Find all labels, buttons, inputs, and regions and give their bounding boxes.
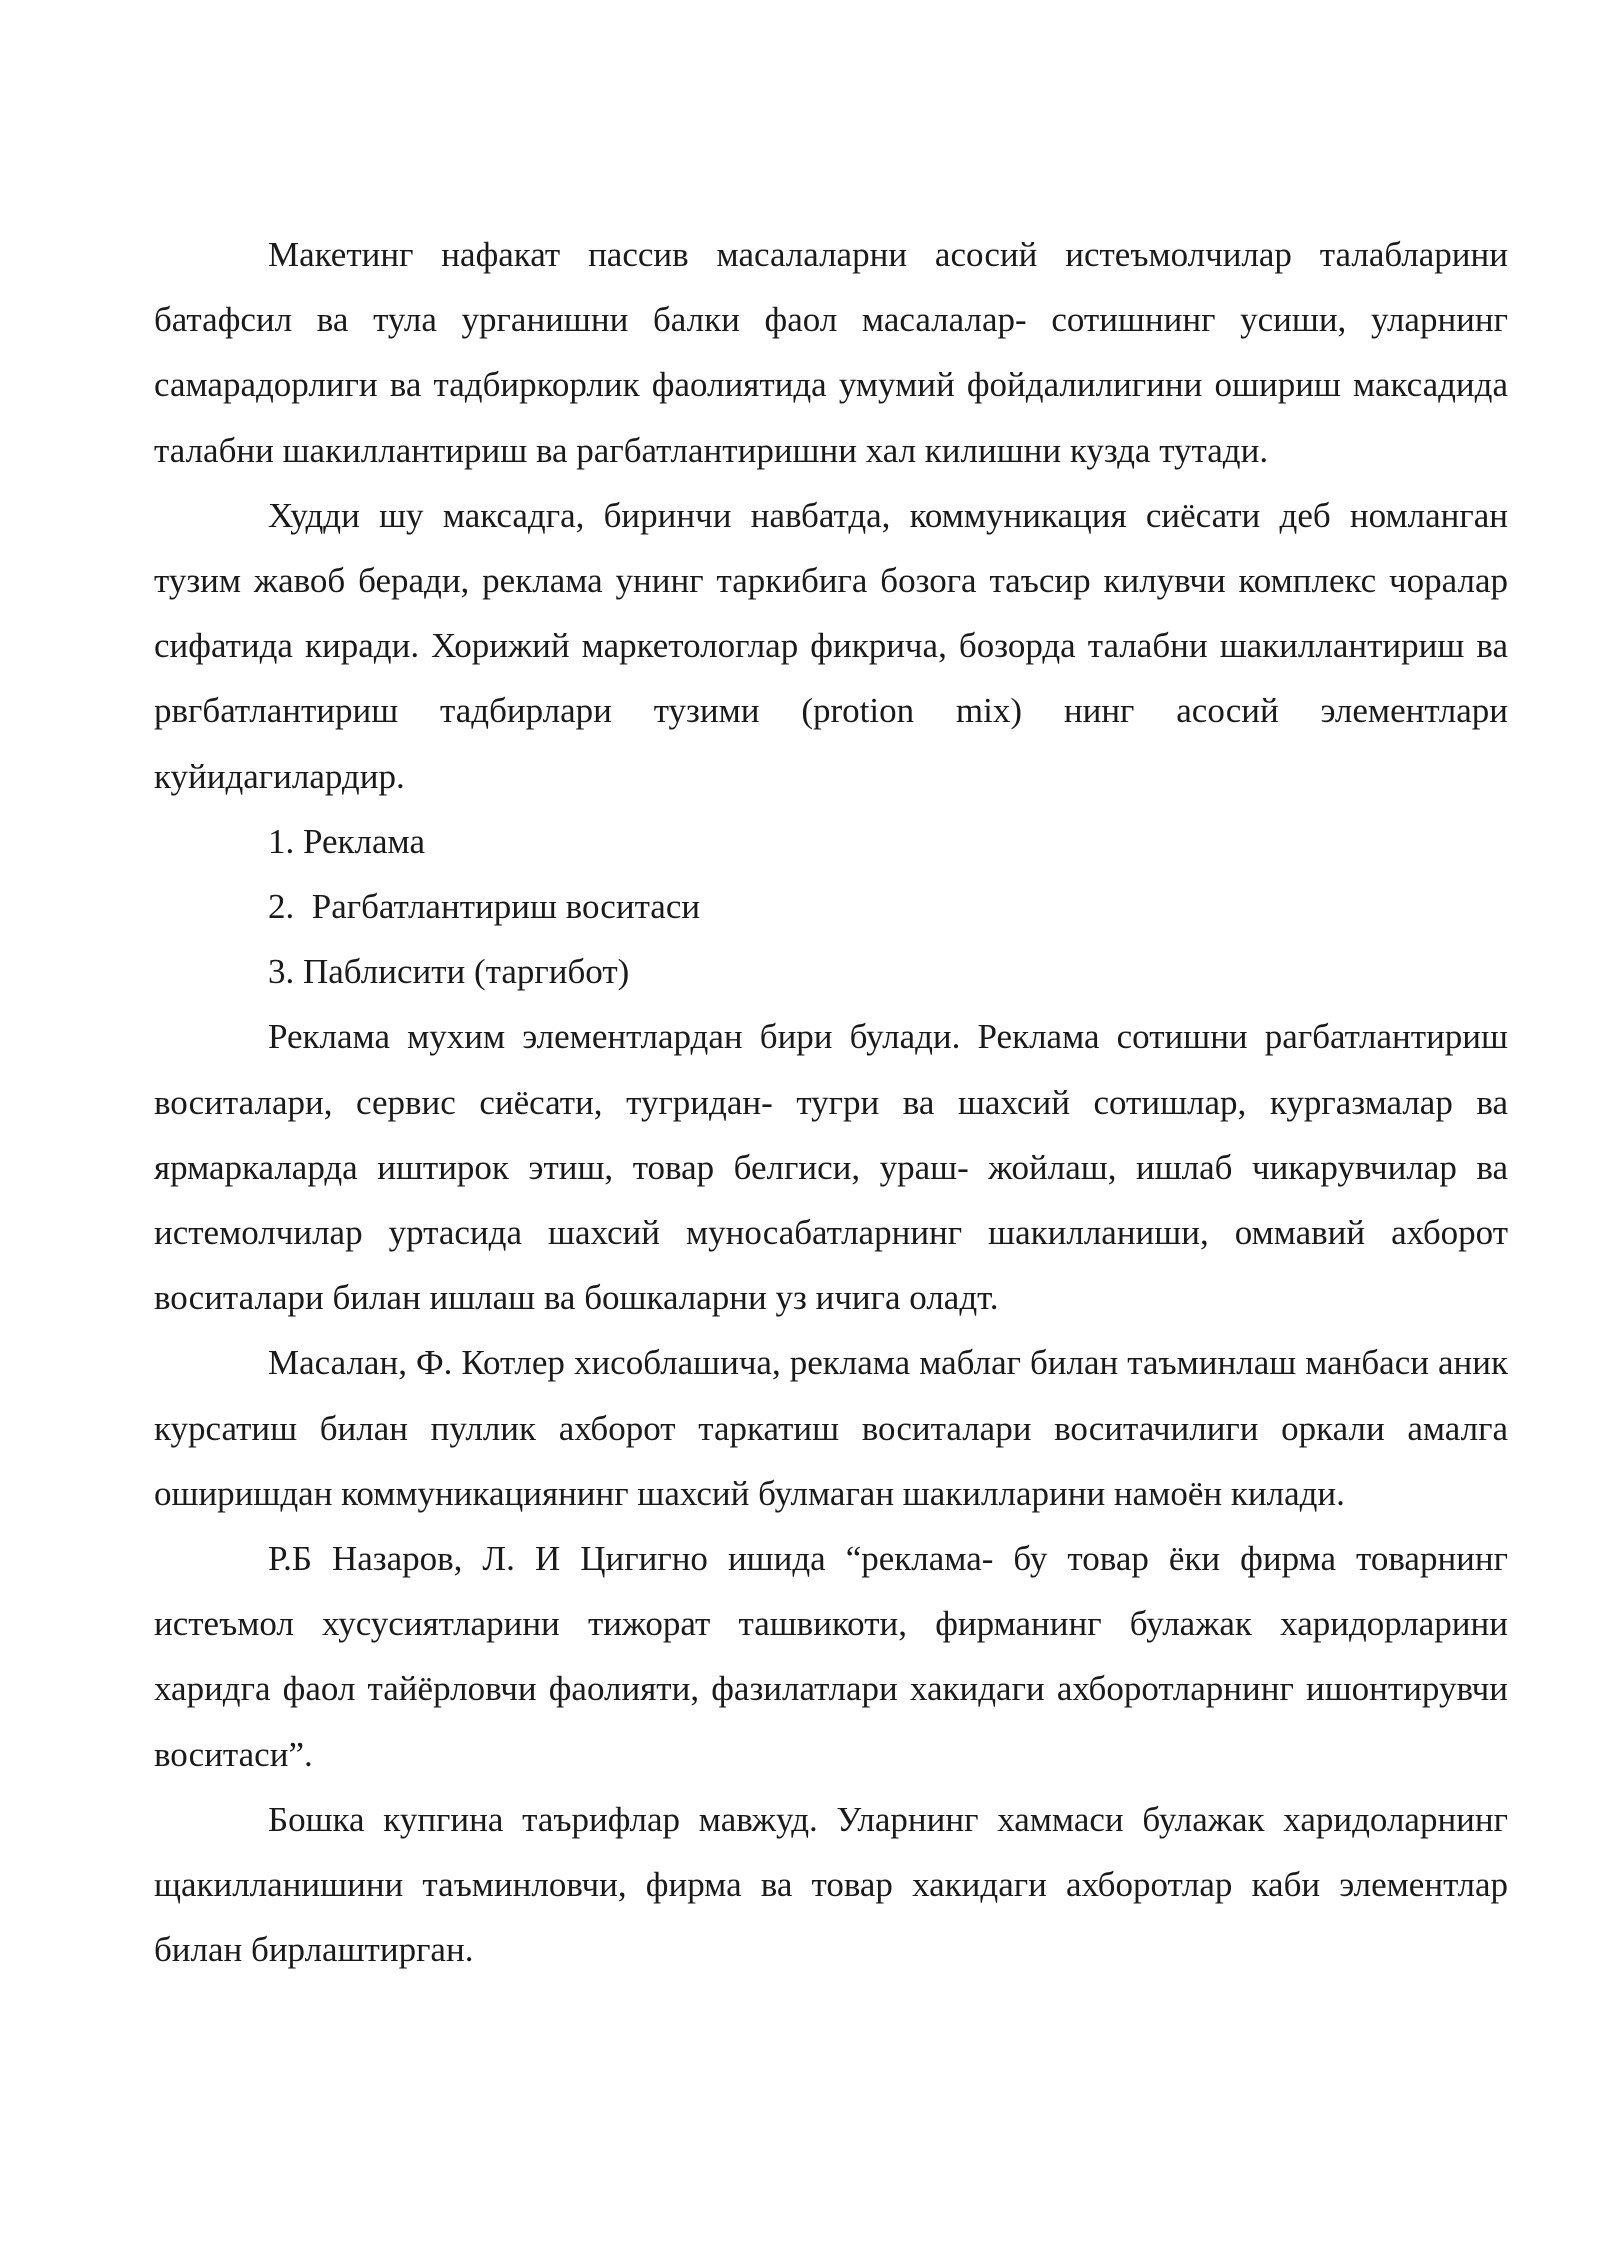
list-item (154, 939, 1508, 1004)
list-item-text: Паблисити (таргибот) (294, 952, 630, 992)
list-item-text: Реклама (294, 821, 425, 861)
document-page (154, 222, 1508, 1982)
paragraph-nazarov-definition: Р.Б Назаров, Л. И Цигигно ишида “реклама- бу товар ёки фирма товарнинг истеъмол хусусиятларини тижорат ташвикоти, фирманинг булажак харидорларини харидга фаол тайёрловчи фаолияти, фазилатлари хакидаги ахборотларнинг ишонтирувчи воситаси”. (154, 1539, 1508, 1774)
paragraph-marketing-goals: Макетинг нафакат пассив масалаларни асосий истеъмолчилар талабларини батафсил ва тула урганишни балки фаол масалалар- сотишнинг усиши, уларнинг самарадорлиги ва тадбиркорлик фаолиятида умумий фойдалилигини ошириш максадида талабни шакиллантириш ва рагбатлантиришни хал килишни кузда тутади. (154, 235, 1508, 470)
list-item-text: Рагбатлантириш воситаси (294, 887, 701, 927)
paragraph-other-definitions: Бошка купгина таърифлар мавжуд. Уларнинг хаммаси булажак харидоларнинг щакилланишини таъминловчи, фирма ва товар хакидаги ахборотлар каби элементлар билан бирлаштирган. (154, 1799, 1508, 1970)
list-item-number: 3. (268, 952, 295, 992)
list-item-number: 2. (268, 887, 295, 927)
paragraph-kotler-definition: Масалан, Ф. Котлер хисоблашича, реклама маблаг билан таъминлаш манбаси аник курсатиш билан пуллик ахборот таркатиш воситалари воситачилиги оркали амалга оширишдан коммуникациянинг шахсий булмаган шакилларини намоён килади. (154, 1343, 1508, 1513)
paragraph-communication-policy: Худди шу максадга, биринчи навбатда, коммуникация сиёсати деб номланган тузим жавоб беради, реклама унинг таркибига бозога таъсир килувчи комплекс чоралар сифатида киради. Хорижий маркетологлар фикрича, бозорда талабни шакиллантириш ва рвгбатлантириш тадбирлари тузими (protion mix) нинг асосий элементлари куйидагилардир. (154, 495, 1508, 796)
list-item (154, 874, 1508, 939)
paragraph-advertising-elements: Реклама мухим элементлардан бири булади. Реклама сотишни рагбатлантириш воситалари, сервис сиёсати, тугридан- тугри ва шахсий сотишлар, кургазмалар ва ярмаркаларда иштирок этиш, товар белгиси, ураш- жойлаш, ишлаб чикарувчилар ва истемолчилар уртасида шахсий муносабатларнинг шакилланиши, оммавий ахборот воситалари билан ишлаш ва бошкаларни уз ичига оладт. (154, 1017, 1508, 1318)
element-list (154, 809, 1508, 1005)
list-item-number: 1. (268, 821, 295, 861)
list-item (154, 809, 1508, 874)
